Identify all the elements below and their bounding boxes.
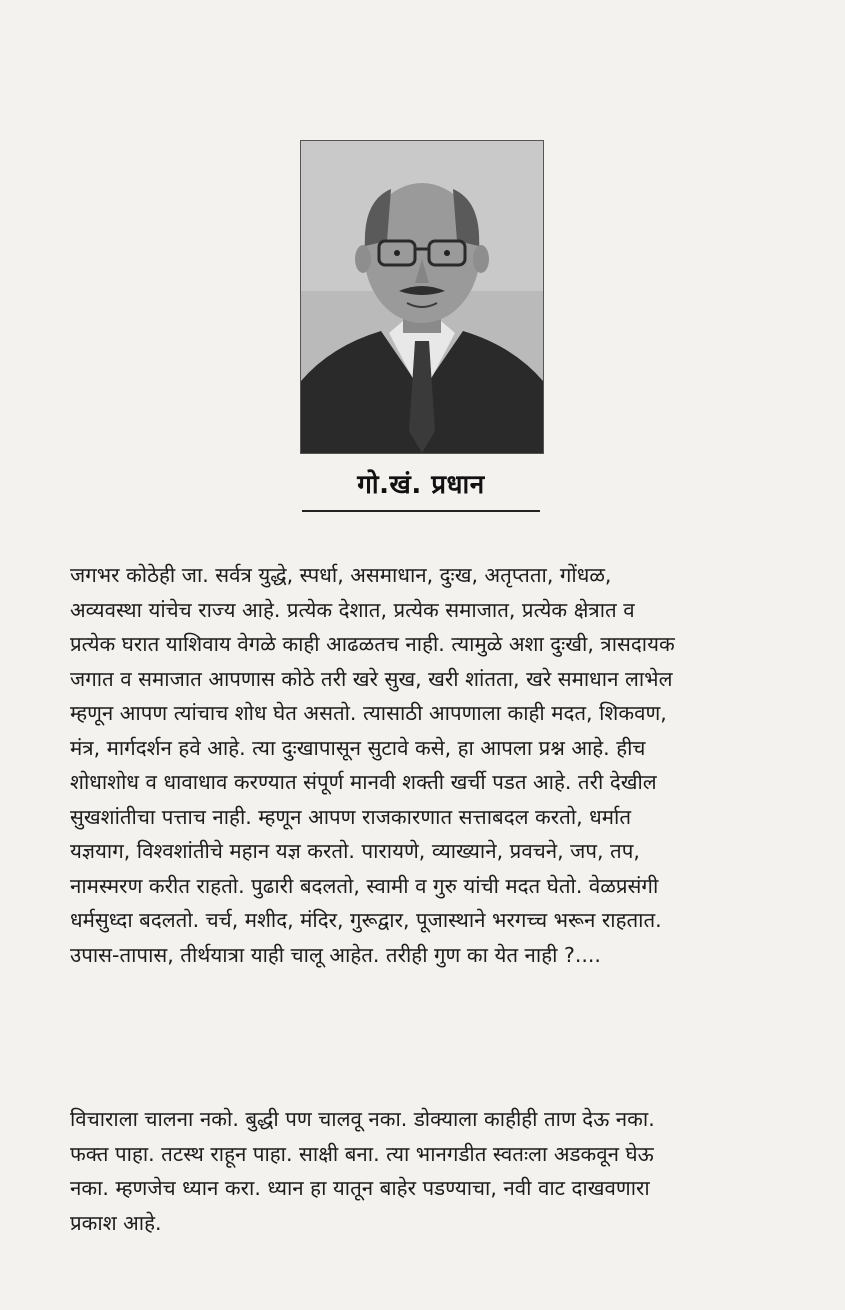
paragraph-line: यज्ञयाग, विश्वशांतीचे महान यज्ञ करतो. पारायणे, व्याख्याने, प्रवचने, जप, तप,	[70, 839, 640, 863]
paragraph-line: म्हणून आपण त्यांचाच शोध घेत असतो. त्यासाठी आपणाला काही मदत, शिकवण,	[70, 701, 667, 725]
paragraph-line: नका. म्हणजेच ध्यान करा. ध्यान हा यातून बाहेर पडण्याचा, नवी वाट दाखवणारा	[70, 1176, 650, 1200]
paragraph-line: नामस्मरण करीत राहतो. पुढारी बदलतो, स्वामी व गुरु यांची मदत घेतो. वेळप्रसंगी	[70, 873, 659, 898]
paragraph-line: अव्यवस्था यांचेच राज्य आहे. प्रत्येक देशात, प्रत्येक समाजात, प्रत्येक क्षेत्रात व	[70, 597, 635, 622]
meditation-paragraph	[70, 1102, 776, 1240]
paragraph-line: जगभर कोठेही जा. सर्वत्र युद्धे, स्पर्धा, असमाधान, दुःख, अतृप्तता, गोंधळ,	[70, 563, 612, 587]
paragraph-line: विचाराला चालना नको. बुद्धी पण चालवू नका. डोक्याला काहीही ताण देऊ नका.	[70, 1107, 655, 1131]
author-photo	[300, 140, 544, 454]
intro-paragraph	[70, 558, 776, 972]
paragraph-line: सुखशांतीचा पत्ताच नाही. म्हणून आपण राजकारणात सत्ताबदल करतो, धर्मात	[70, 804, 632, 829]
paragraph-line: प्रकाश आहे.	[70, 1210, 162, 1235]
paragraph-line: प्रत्येक घरात याशिवाय वेगळे काही आढळतच नाही. त्यामुळे अशा दुःखी, त्रासदायक	[70, 632, 675, 656]
paragraph-line: शोधाशोध व धावाधाव करण्यात संपूर्ण मानवी शक्ती खर्ची पडत आहे. तरी देखील	[70, 770, 657, 794]
paragraph-line: मंत्र, मार्गदर्शन हवे आहे. त्या दुःखापासून सुटावे कसे, हा आपला प्रश्न आहे. हीच	[70, 735, 646, 760]
author-name: गो.खं. प्रधान	[357, 470, 485, 500]
paragraph-line: उपास-तापास, तीर्थयात्रा याही चालू आहेत. तरीही गुण का येत नाही ?....	[70, 942, 601, 967]
paragraph-line: धर्मसुध्दा बदलतो. चर्च, मशीद, मंदिर, गुरूद्वार, पूजास्थाने भरगच्च भरून राहतात.	[70, 908, 662, 932]
paragraph-line: फक्त पाहा. तटस्थ राहून पाहा. साक्षी बना. त्या भानगडीत स्वतःला अडकवून घेऊ	[70, 1141, 654, 1166]
paragraph-line: जगात व समाजात आपणास कोठे तरी खरे सुख, खरी शांतता, खरे समाधान लाभेल	[70, 666, 673, 691]
caption-divider	[302, 510, 540, 512]
